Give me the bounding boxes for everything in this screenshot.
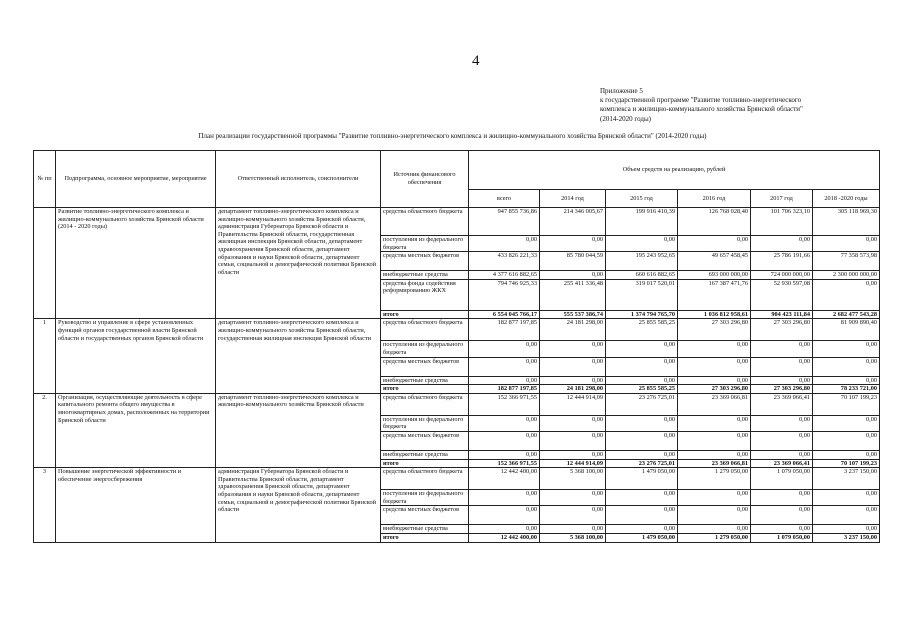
amount-cell: 0,00 <box>751 236 813 252</box>
amount-cell: 199 916 410,39 <box>606 208 678 236</box>
plan-title: План реализации государственной программы "Развитие топливно-энергетического комплекса и жилищно-коммунального хозяйства Брянской области" (2014-2020 годы) <box>198 132 707 140</box>
executor-description: департамент топливно-энергетического комплекса и жилищно-коммунального хозяйства Брянской области, администрация Губернатора Брянской области и Правительства Брянской области, государственная жилищная инспекция Брянской области, департамент здравоохранения Брянской области, департамент образования и науки Брянской области, департамент семьи, социальной и демографической политики Брянской области <box>216 208 381 319</box>
funding-source: поступления из федерального бюджета <box>381 490 469 506</box>
amount-cell: 0,00 <box>751 415 813 431</box>
appendix-line: Приложение 5 <box>600 87 643 95</box>
amount-cell: 0,00 <box>678 490 751 506</box>
appendix-line: (2014-2020 годы) <box>600 114 652 123</box>
amount-cell: 77 358 573,98 <box>813 252 880 271</box>
amount-cell: 794 746 925,33 <box>469 279 540 310</box>
amount-cell: 0,00 <box>813 450 880 459</box>
funding-source: внебюджетные средства <box>381 376 469 385</box>
amount-cell: 0,00 <box>813 431 880 450</box>
amount-cell: 1 079 050,00 <box>751 468 813 490</box>
funding-source: внебюджетные средства <box>381 271 469 280</box>
amount-cell: 1 036 812 958,61 <box>678 310 751 319</box>
amount-cell: 1 479 050,00 <box>606 468 678 490</box>
amount-cell: 0,00 <box>469 490 540 506</box>
header-year: 2016 год <box>678 190 751 208</box>
amount-cell: 2 300 000 000,00 <box>813 271 880 280</box>
appendix-line: к государственной программе "Развитие топливно-энергетического <box>600 96 802 105</box>
row-number: 2. <box>34 393 56 467</box>
amount-cell: 0,00 <box>678 376 751 385</box>
amount-cell: 70 107 199,23 <box>813 393 880 415</box>
funding-source: средства местных бюджетов <box>381 252 469 271</box>
funding-source: итого <box>381 533 469 542</box>
amount-cell: 0,00 <box>751 357 813 376</box>
row-number: 3 <box>34 468 56 542</box>
amount-cell: 0,00 <box>606 431 678 450</box>
header-executor: Ответственный исполнитель, соисполнители <box>216 151 381 208</box>
amount-cell: 0,00 <box>813 490 880 506</box>
amount-cell: 85 780 044,59 <box>540 252 606 271</box>
header-num: № пп <box>34 151 56 208</box>
amount-cell: 27 303 296,80 <box>678 385 751 394</box>
amount-cell: 52 930 597,08 <box>751 279 813 310</box>
amount-cell: 195 243 952,65 <box>606 252 678 271</box>
plan-table <box>33 150 880 543</box>
header-source: Источник финансового обеспечения <box>381 151 469 208</box>
amount-cell: 23 369 066,41 <box>751 393 813 415</box>
amount-cell: 12 444 914,09 <box>540 459 606 468</box>
header-volume: Объем средств на реализацию, рублей <box>469 151 880 190</box>
amount-cell: 152 366 971,55 <box>469 393 540 415</box>
amount-cell: 0,00 <box>751 341 813 357</box>
amount-cell: 0,00 <box>469 525 540 534</box>
funding-source: средства местных бюджетов <box>381 506 469 525</box>
amount-cell: 0,00 <box>751 506 813 525</box>
subprogram-description: Руководство и управление в сфере установленных функций органов государственной власти Брянской области и государственных органов Брянской области <box>56 319 216 393</box>
funding-source: средства областного бюджета <box>381 468 469 490</box>
amount-cell: 6 554 045 766,17 <box>469 310 540 319</box>
executor-description: департамент топливно-энергетического комплекса и жилищно-коммунального хозяйства Брянской области <box>216 393 381 467</box>
table-row <box>34 208 880 236</box>
amount-cell: 23 276 725,01 <box>606 459 678 468</box>
funding-source: итого <box>381 459 469 468</box>
amount-cell: 0,00 <box>606 450 678 459</box>
executor-description: департамент топливно-энергетического комплекса и жилищно-коммунального хозяйства Брянской области, государственная жилищная инспекция Брянской области <box>216 319 381 393</box>
page-number: 4 <box>472 53 480 69</box>
amount-cell: 0,00 <box>606 525 678 534</box>
amount-cell: 555 537 386,74 <box>540 310 606 319</box>
table-row <box>34 393 880 415</box>
amount-cell: 49 657 458,45 <box>678 252 751 271</box>
header-year: 2015 год <box>606 190 678 208</box>
amount-cell: 0,00 <box>678 506 751 525</box>
amount-cell: 0,00 <box>813 376 880 385</box>
appendix-line: комплекса и жилищно-коммунального хозяйства Брянской области" <box>600 105 803 114</box>
amount-cell: 0,00 <box>813 236 880 252</box>
plan-body <box>34 208 880 543</box>
amount-cell: 101 706 323,10 <box>751 208 813 236</box>
amount-cell: 693 000 000,00 <box>678 271 751 280</box>
amount-cell: 433 826 221,33 <box>469 252 540 271</box>
amount-cell: 3 237 150,00 <box>813 468 880 490</box>
amount-cell: 78 233 721,00 <box>813 385 880 394</box>
table-row <box>34 319 880 341</box>
amount-cell: 5 368 100,00 <box>540 533 606 542</box>
amount-cell: 182 877 197,85 <box>469 385 540 394</box>
amount-cell: 0,00 <box>469 357 540 376</box>
amount-cell: 25 855 585,25 <box>606 319 678 341</box>
appendix-note <box>600 87 803 124</box>
amount-cell: 27 303 296,80 <box>751 319 813 341</box>
amount-cell: 0,00 <box>469 236 540 252</box>
amount-cell: 23 276 725,01 <box>606 393 678 415</box>
funding-source: поступления из федерального бюджета <box>381 236 469 252</box>
amount-cell: 904 423 111,84 <box>751 310 813 319</box>
amount-cell: 0,00 <box>540 341 606 357</box>
amount-cell: 0,00 <box>606 376 678 385</box>
amount-cell: 1 279 050,00 <box>678 533 751 542</box>
amount-cell: 0,00 <box>540 376 606 385</box>
amount-cell: 305 118 969,30 <box>813 208 880 236</box>
amount-cell: 1 279 050,00 <box>678 468 751 490</box>
amount-cell: 3 237 150,00 <box>813 533 880 542</box>
amount-cell: 214 346 005,67 <box>540 208 606 236</box>
amount-cell: 0,00 <box>606 357 678 376</box>
amount-cell: 0,00 <box>751 525 813 534</box>
header-subprogram: Подпрограмма, основное мероприятие, мероприятие <box>56 151 216 208</box>
amount-cell: 0,00 <box>606 341 678 357</box>
amount-cell: 81 909 890,40 <box>813 319 880 341</box>
header-year: всего <box>469 190 540 208</box>
amount-cell: 0,00 <box>540 236 606 252</box>
amount-cell: 24 181 298,00 <box>540 385 606 394</box>
funding-source: внебюджетные средства <box>381 525 469 534</box>
amount-cell: 23 369 066,81 <box>678 459 751 468</box>
amount-cell: 0,00 <box>540 450 606 459</box>
amount-cell: 24 181 298,00 <box>540 319 606 341</box>
funding-source: средства местных бюджетов <box>381 431 469 450</box>
amount-cell: 12 442 400,00 <box>469 468 540 490</box>
subprogram-description: Повышение энергетической эффективности и обеспечение энергосбережения <box>56 468 216 542</box>
amount-cell: 0,00 <box>540 525 606 534</box>
subprogram-description: Организация, осуществляющие деятельность в сфере капитального ремонта общего имущества в многоквартирных домах, расположенных на территории Брянской области <box>56 393 216 467</box>
amount-cell: 0,00 <box>813 506 880 525</box>
amount-cell: 23 369 066,41 <box>751 459 813 468</box>
amount-cell: 0,00 <box>813 357 880 376</box>
amount-cell: 0,00 <box>751 450 813 459</box>
amount-cell: 1 374 794 765,70 <box>606 310 678 319</box>
amount-cell: 947 855 736,86 <box>469 208 540 236</box>
amount-cell: 0,00 <box>751 490 813 506</box>
amount-cell: 0,00 <box>469 341 540 357</box>
amount-cell: 0,00 <box>678 525 751 534</box>
amount-cell: 27 303 296,80 <box>751 385 813 394</box>
amount-cell: 152 366 971,55 <box>469 459 540 468</box>
amount-cell: 0,00 <box>606 236 678 252</box>
amount-cell: 0,00 <box>540 431 606 450</box>
amount-cell: 660 616 882,65 <box>606 271 678 280</box>
amount-cell: 25 786 191,66 <box>751 252 813 271</box>
amount-cell: 5 368 100,00 <box>540 468 606 490</box>
amount-cell: 0,00 <box>678 341 751 357</box>
subprogram-description: Развитие топливно-энергетического комплекса и жилищно-коммунального хозяйства Брянской области (2014 - 2020 годы) <box>56 208 216 319</box>
amount-cell: 724 000 000,00 <box>751 271 813 280</box>
funding-source: средства областного бюджета <box>381 208 469 236</box>
amount-cell: 0,00 <box>751 376 813 385</box>
amount-cell: 0,00 <box>678 415 751 431</box>
amount-cell: 0,00 <box>751 431 813 450</box>
amount-cell: 255 411 336,48 <box>540 279 606 310</box>
header-year: 2014 год <box>540 190 606 208</box>
amount-cell: 1 479 050,00 <box>606 533 678 542</box>
row-number: 1 <box>34 319 56 393</box>
amount-cell: 0,00 <box>813 525 880 534</box>
amount-cell: 23 369 066,81 <box>678 393 751 415</box>
funding-source: внебюджетные средства <box>381 450 469 459</box>
amount-cell: 0,00 <box>678 431 751 450</box>
amount-cell: 0,00 <box>540 415 606 431</box>
amount-cell: 182 877 197,85 <box>469 319 540 341</box>
amount-cell: 0,00 <box>606 415 678 431</box>
amount-cell: 1 079 050,00 <box>751 533 813 542</box>
amount-cell: 4 377 616 882,65 <box>469 271 540 280</box>
funding-source: средства местных бюджетов <box>381 357 469 376</box>
amount-cell: 0,00 <box>606 490 678 506</box>
funding-source: средства областного бюджета <box>381 319 469 341</box>
amount-cell: 0,00 <box>606 506 678 525</box>
amount-cell: 0,00 <box>469 450 540 459</box>
amount-cell: 27 303 296,80 <box>678 319 751 341</box>
amount-cell: 12 444 914,09 <box>540 393 606 415</box>
table-row <box>34 468 880 490</box>
amount-cell: 319 017 520,01 <box>606 279 678 310</box>
funding-source: средства фонда содействия реформированию ЖКХ <box>381 279 469 310</box>
funding-source: поступления из федерального бюджета <box>381 341 469 357</box>
funding-source: поступления из федерального бюджета <box>381 415 469 431</box>
header-year: 2017 год <box>751 190 813 208</box>
amount-cell: 167 387 471,76 <box>678 279 751 310</box>
amount-cell: 0,00 <box>540 357 606 376</box>
funding-source: итого <box>381 385 469 394</box>
amount-cell: 0,00 <box>678 450 751 459</box>
amount-cell: 0,00 <box>678 236 751 252</box>
amount-cell: 0,00 <box>469 415 540 431</box>
amount-cell: 2 682 477 543,28 <box>813 310 880 319</box>
amount-cell: 25 855 585,25 <box>606 385 678 394</box>
executor-description: администрация Губернатора Брянской области и Правительства Брянской области, департамент здравоохранения Брянской области, департамент образования и науки Брянской области, департамент семьи, социальной и демографической политики Брянской области <box>216 468 381 542</box>
amount-cell: 0,00 <box>540 506 606 525</box>
amount-cell: 0,00 <box>813 415 880 431</box>
amount-cell: 0,00 <box>469 431 540 450</box>
amount-cell: 70 107 199,23 <box>813 459 880 468</box>
amount-cell: 0,00 <box>678 357 751 376</box>
row-number <box>34 208 56 319</box>
amount-cell: 0,00 <box>469 376 540 385</box>
amount-cell: 126 768 028,40 <box>678 208 751 236</box>
amount-cell: 0,00 <box>540 490 606 506</box>
amount-cell: 0,00 <box>813 341 880 357</box>
header-year: 2018 -2020 годы <box>813 190 880 208</box>
amount-cell: 0,00 <box>813 279 880 310</box>
amount-cell: 12 442 400,00 <box>469 533 540 542</box>
funding-source: итого <box>381 310 469 319</box>
amount-cell: 0,00 <box>540 271 606 280</box>
amount-cell: 0,00 <box>469 506 540 525</box>
funding-source: средства областного бюджета <box>381 393 469 415</box>
